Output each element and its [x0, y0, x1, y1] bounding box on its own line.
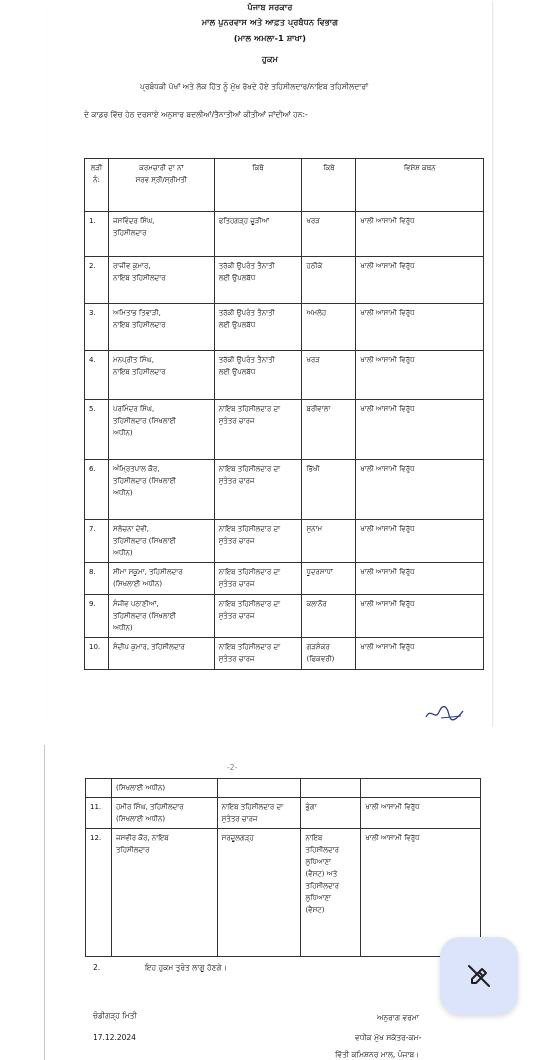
cell-from: ਤਰੱਕੀ ਉਪਰੰਤ ਤੈਨਾਤੀ ਲਈ ਉਪਲਬੱਧ — [214, 351, 302, 400]
cell-name: ਮਨਪ੍ਰੀਤ ਸਿੰਘ, ਨਾਇਬ ਤਹਿਸੀਲਦਾਰ — [108, 351, 214, 400]
table-row — [85, 257, 484, 304]
cell-remarks: ਖਾਲੀ ਆਸਾਮੀ ਵਿਰੁੱਧ — [356, 257, 484, 304]
table-row — [86, 829, 481, 957]
cell-from: ਫਤਿਹਗੜ੍ਹ ਚੂੜੀਆਂ — [214, 212, 302, 257]
cell-remarks: ਖਾਲੀ ਆਸਾਮੀ ਵਿਰੁੱਧ — [356, 563, 484, 595]
cell-sr: 7. — [85, 520, 109, 563]
table-row — [86, 798, 481, 829]
cell-from: ਨਾਇਬ ਤਹਿਸੀਲਦਾਰ ਦਾ ਸੁਤੰਤਰ ਚਾਰਜ — [214, 563, 302, 595]
table-row — [85, 595, 484, 638]
table-row — [85, 400, 484, 460]
cell-from: ਤਰੱਕੀ ਉਪਰੰਤ ਤੈਨਾਤੀ ਲਈ ਉਪਲਬੱਧ — [214, 304, 302, 351]
col-header-name: ਕਰਮਚਾਰੀ ਦਾ ਨਾਂ ਸਰਵ ਸ੍ਰੀ/ਸ੍ਰੀਮਤੀ — [108, 159, 214, 212]
header-order: ਹੁਕਮ — [261, 55, 279, 64]
document-page-1 — [48, 0, 492, 727]
cell-to: ਨਾਇਬ ਤਹਿਸੀਲਦਾਰ ਲੁਧਿਆਣਾ (ਵੈਸਟ) ਅਤੇ ਤਹਿਸੀਲਦਾਰ ਲੁਧਿਆਣਾ (ਵੈਸਟ) — [301, 829, 361, 957]
cell-remarks: ਖਾਲੀ ਆਸਾਮੀ ਵਿਰੁੱਧ — [361, 798, 481, 829]
page-gap — [0, 727, 540, 745]
cell-name: ਅੰਮ੍ਰਿਤਪਾਲ ਕੌਰ, ਤਹਿਸੀਲਦਾਰ (ਸਿਖਲਾਈ ਅਧੀਨ) — [108, 460, 214, 520]
cell-sr: 12. — [86, 829, 112, 957]
cell-sr: 4. — [85, 351, 109, 400]
cell-to: ਭੁੰਗਾ — [301, 798, 361, 829]
cell-sr: 10. — [85, 638, 109, 670]
cell-remarks: ਖਾਲੀ ਆਸਾਮੀ ਵਿਰੁੱਧ — [356, 460, 484, 520]
intro-line-1: ਪ੍ਰਬੰਧਕੀ ਪੱਖਾਂ ਅਤੇ ਲੋਕ ਹਿੱਤ ਨੂੰ ਮੁੱਖ ਰੱਖਦੇ ਹੋਏ ਤਹਿਸੀਲਦਾਰ/ਨਾਇਬ ਤਹਿਸੀਲਦਾਰਾਂ — [140, 82, 369, 91]
cell-from: ਨਾਇਬ ਤਹਿਸੀਲਦਾਰ ਦਾ ਸੁਤੰਤਰ ਚਾਰਜ — [214, 400, 302, 460]
cell-from: ਨਾਇਬ ਤਹਿਸੀਲਦਾਰ ਦਾ ਸੁਤੰਤਰ ਚਾਰਜ — [214, 520, 302, 563]
col-header-sr: ਲੜੀ ਨੰ: — [85, 159, 109, 212]
table-row — [85, 563, 484, 595]
place-label: ਚੰਡੀਗੜ੍ਹ ਮਿਤੀ — [93, 1011, 137, 1020]
cell-sr: 6. — [85, 460, 109, 520]
cell-name: ਸੰਦੀਪ ਕੁਮਾਰ, ਤਹਿਸੀਲਦਾਰ — [108, 638, 214, 670]
cell-name: ਸੀਮਾ ਸਕੂਮਾ, ਤਹਿਸੀਲਦਾਰ (ਸਿਖਲਾਈ ਅਧੀਨ) — [108, 563, 214, 595]
cell-sr: 2. — [85, 257, 109, 304]
cell-from: ਤਰੱਕੀ ਉਪਰੰਤ ਤੈਨਾਤੀ ਲਈ ਉਪਲਬੱਧ — [214, 257, 302, 304]
table-row — [85, 638, 484, 670]
transfer-table-continued — [85, 778, 481, 957]
cell-name: ਹਮੀਰ ਸਿੰਘ, ਤਹਿਸੀਲਦਾਰ (ਸਿਖਲਾਈ ਅਧੀਨ) — [111, 798, 217, 829]
cell-to: ਭਿੱਖੀ — [302, 460, 356, 520]
header-government: ਪੰਜਾਬ ਸਰਕਾਰ — [247, 3, 293, 12]
header-branch: (ਮਾਲ ਅਮਲਾ-1 ਸ਼ਾਖਾ) — [233, 34, 307, 43]
cell-name: ਜਸਵੀਰ ਕੌਰ, ਨਾਇਬ ਤਹਿਸੀਲਦਾਰ — [111, 829, 217, 957]
col-header-from: ਕਿਥੋ — [214, 159, 302, 212]
signer-name: ਅਨੁਰਾਗ ਵਰਮਾ — [377, 1013, 419, 1022]
cell-sr: 8. — [85, 563, 109, 595]
cell-sr: 5. — [85, 400, 109, 460]
cell-from: ਨਾਇਬ ਤਹਿਸੀਲਦਾਰ ਦਾ ਸੁਤੰਤਰ ਚਾਰਜ — [217, 798, 301, 829]
table-row — [85, 304, 484, 351]
edit-fab-button[interactable] — [440, 937, 518, 1015]
transfer-table — [84, 158, 484, 670]
document-page-2 — [44, 745, 496, 1060]
cell-to: ਹਠੀਕੇ — [302, 257, 356, 304]
pen-slash-icon — [464, 961, 494, 991]
cell-name: ਸਲੋਚਨਾ ਦੇਵੀ, ਤਹਿਸੀਲਦਾਰ (ਸਿਖਲਾਈ ਅਧੀਨ) — [108, 520, 214, 563]
cell-sr: 9. — [85, 595, 109, 638]
page-number-marker: -2- — [227, 763, 238, 772]
cell-from: ਨਾਇਬ ਤਹਿਸੀਲਦਾਰ ਦਾ ਸੁਤੰਤਰ ਚਾਰਜ — [214, 460, 302, 520]
cell-name: ਪਰਮਿੰਦਰ ਸਿੰਘ, ਤਹਿਸੀਲਦਾਰ (ਸਿਖਲਾਈ ਅਧੀਨ) — [108, 400, 214, 460]
table-row — [85, 520, 484, 563]
cell-remarks: ਖਾਲੀ ਆਸਾਮੀ ਵਿਰੁੱਧ — [356, 212, 484, 257]
paragraph-text: ਇਹ ਹੁਕਮ ਤੁਰੰਤ ਲਾਗੂ ਹੋਣਗੇ। — [145, 963, 227, 972]
cell-name: ਸੰਜੀਵ ਪਠਾਣੀਆਂ, ਤਹਿਸੀਲਦਾਰ (ਸਿਖਲਾਈ ਅਧੀਨ) — [108, 595, 214, 638]
cell-to: ਕਲਾਨੌਰ — [302, 595, 356, 638]
cell-to: ਖਰੜ — [302, 351, 356, 400]
table-row — [86, 779, 481, 798]
cell-from: ਨਾਇਬ ਤਹਿਸੀਲਦਾਰ ਦਾ ਸੁਤੰਤਰ ਚਾਰਜ — [214, 595, 302, 638]
table-header-row — [85, 159, 484, 212]
cell-from: ਨਾਇਬ ਤਹਿਸੀਲਦਾਰ ਦਾ ਸੁਤੰਤਰ ਚਾਰਜ — [214, 638, 302, 670]
cell-to: ਸੁਨਾਮ — [302, 520, 356, 563]
cell-name: ਰਾਜੀਵ ਕੁਮਾਰ, ਨਾਇਬ ਤਹਿਸੀਲਦਾਰ — [108, 257, 214, 304]
paragraph-number: 2. — [93, 963, 101, 972]
header-department: ਮਾਲ ਪੁਨਰਵਾਸ ਅਤੇ ਆਫ਼ਤ ਪ੍ਰਬੰਧਨ ਵਿਭਾਗ — [201, 18, 339, 27]
cell-remarks: ਖਾਲੀ ਆਸਾਮੀ ਵਿਰੁੱਧ — [356, 400, 484, 460]
cell-to: ਬਰੀਵਾਲਾ — [302, 400, 356, 460]
cell-remarks: ਖਾਲੀ ਆਸਾਮੀ ਵਿਰੁੱਧ — [356, 351, 484, 400]
table-row — [85, 351, 484, 400]
table-row — [85, 212, 484, 257]
cell-sr: 1. — [85, 212, 109, 257]
signer-title-2: ਵਿੱਤੀ ਕਮਿਸ਼ਨਰ ਮਾਲ, ਪੰਜਾਬ। — [335, 1050, 420, 1059]
col-header-to: ਕਿਥੇ — [302, 159, 356, 212]
cell-name: ਅਮਿਤਾਭ ਤਿਵਾੜੀ, ਨਾਇਬ ਤਹਿਸੀਲਦਾਰ — [108, 304, 214, 351]
cell-to: ਅਮਲੋਹ — [302, 304, 356, 351]
cell-to: ਧੂਦਰਸਾਧਾਂ — [302, 563, 356, 595]
cell-sr: 3. — [85, 304, 109, 351]
table-row — [85, 460, 484, 520]
initials-signature — [423, 703, 469, 723]
col-header-remarks: ਵਿਸ਼ੇਸ਼ ਕਥਨ — [356, 159, 484, 212]
signer-title-1: ਵਧੀਕ ਮੁੱਖ ਸਕੱਤਰ-ਕਮ- — [355, 1033, 422, 1042]
cell-remarks: ਖਾਲੀ ਆਸਾਮੀ ਵਿਰੁੱਧ — [361, 829, 481, 957]
cell-from: ਸਰਦੂਲਗੜ੍ਹ — [217, 829, 301, 957]
cell-to: ਖਰੜ — [302, 212, 356, 257]
cell-name: ਜਸਵਿੰਦਰ ਸਿੰਘ, ਤਹਿਸੀਲਦਾਰ — [108, 212, 214, 257]
cell-remarks: ਖਾਲੀ ਆਸਾਮੀ ਵਿਰੁੱਧ — [356, 520, 484, 563]
cell-remarks: ਖਾਲੀ ਆਸਾਮੀ ਵਿਰੁੱਧ — [356, 638, 484, 670]
cell-remarks: ਖਾਲੀ ਆਸਾਮੀ ਵਿਰੁੱਧ — [356, 304, 484, 351]
order-date: 17.12.2024 — [93, 1033, 136, 1042]
intro-line-2: ਦੇ ਕਾਡਰ ਵਿੱਚ ਹੇਠ ਦਰਸਾਏ ਅਨੁਸਾਰ ਬਦਲੀਆਂ/ਤੈਨਾਤੀਆਂ ਕੀਤੀਆਂ ਜਾਂਦੀਆਂ ਹਨ:- — [84, 110, 308, 119]
cell-to: ਗੜਸ਼ੰਕਰ (ਫਿਕਵਰੀ) — [302, 638, 356, 670]
carry-over-text: (ਸਿਖਲਾਈ ਅਧੀਨ) — [111, 779, 217, 798]
cell-sr: 11. — [86, 798, 112, 829]
cell-remarks: ਖਾਲੀ ਆਸਾਮੀ ਵਿਰੁੱਧ — [356, 595, 484, 638]
